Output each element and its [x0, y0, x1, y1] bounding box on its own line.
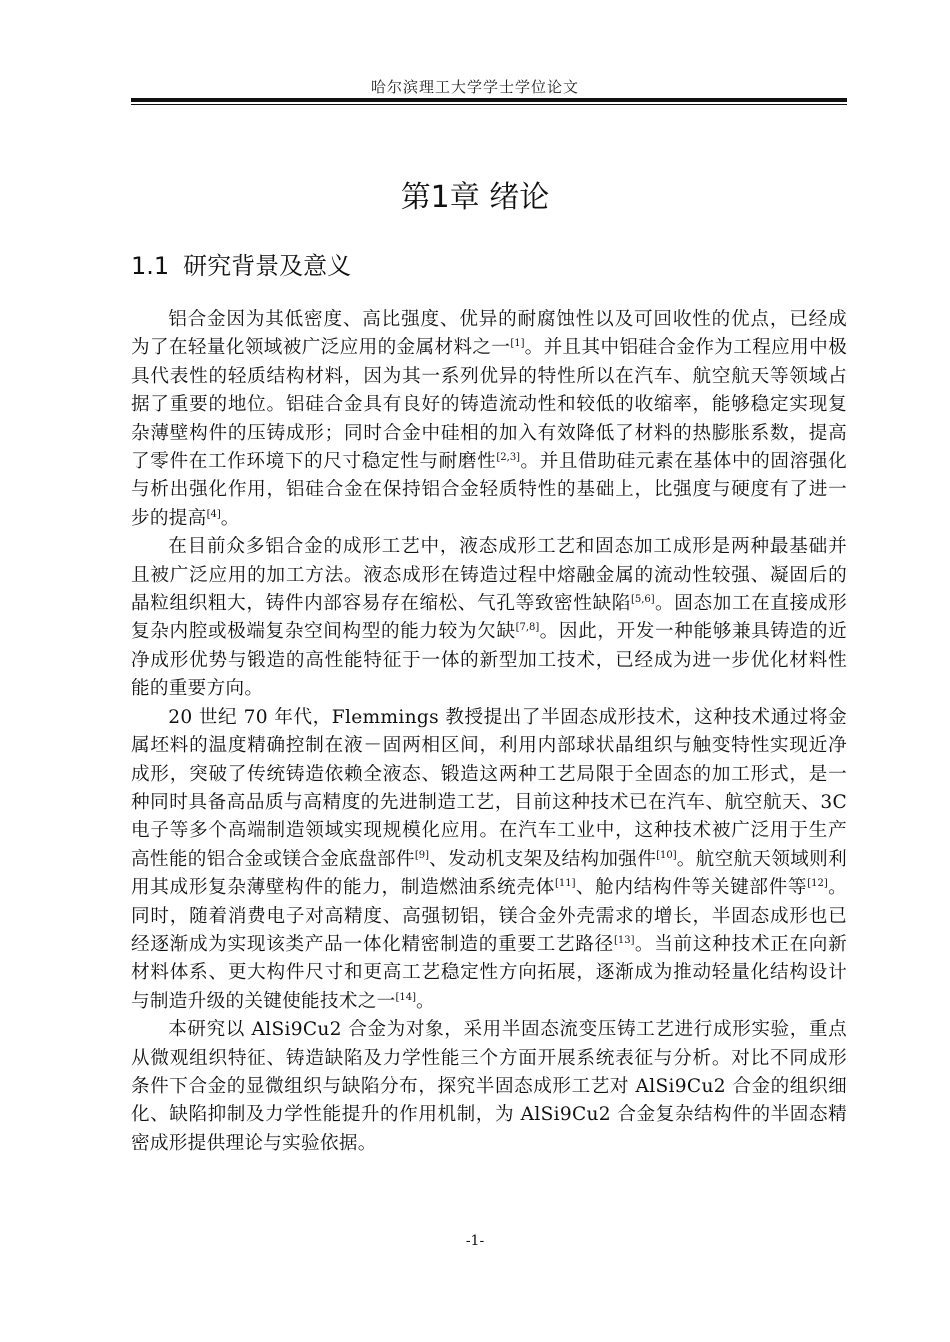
paragraph-text: 。当前这种技术正在向新材料体系、更大构件尺寸和更高工艺稳定性方向拓展，逐渐成为推动轻量化结构设计与制造升级的关键使能技术之一 — [131, 933, 847, 1012]
section-heading — [131, 246, 365, 281]
header-rule-thick — [131, 98, 847, 102]
paragraph-text: 。固态加工在直接成形复杂内腔或极端复杂空间构型的能力较为欠缺 — [131, 593, 847, 643]
paragraph-text: 。并且其中铝硅合金作为工程应用中极具代表性的轻质结构材料，因为其一系列优异的特性所以在汽车、航空航天等领域占据了重要的地位。铝硅合金具有良好的铸造流动性和较低的收缩率，能够稳定实现复杂薄壁构件的压铸成形；同时合金中硅相的加入有效降低了材料的热膨胀系数，提高了零件在工作环境下的尺寸稳定性与耐磨性 — [131, 337, 847, 473]
running-header: 哈尔滨理工大学学士学位论文 — [370, 78, 579, 96]
citation-ref: [13] — [613, 934, 635, 946]
citation-ref: [9] — [414, 849, 430, 861]
citation-ref: [14] — [395, 991, 417, 1003]
paragraph — [131, 704, 847, 1016]
paragraph — [131, 306, 847, 533]
section-number: 1.1 — [131, 252, 170, 280]
section-title: 研究背景及意义 — [183, 252, 352, 280]
citation-ref: [11] — [555, 878, 576, 890]
paragraph-text: 20 世纪 70 年代，Flemmings 教授提出了半固态成形技术，这种技术通过将金属坯料的温度精确控制在液－固两相区间，利用内部球状晶组织与触变特性实现近净成形，突破了传统铸造依赖全液态、锻造这两种工艺局限于全固态的加工形式，是一种同时具备高品质与高精度的先进制造工艺，目前这种技术已在汽车、航空航天、3C 电子等多个高端制造领域实现规模化应用。在汽车工业中，这种技术被广泛用于生产高性能的铝合金或镁合金底盘部件 — [131, 706, 847, 870]
citation-ref: [5,6] — [630, 594, 655, 606]
paragraph-text: 。航空航天领域则利用其成形复杂薄壁构件的能力，制造燃油系统壳体 — [131, 848, 847, 899]
paragraph-text: 、舱内结构件等关键部件等 — [575, 877, 808, 899]
citation-ref: [1] — [510, 338, 525, 350]
page-number: -1- — [465, 1233, 485, 1249]
paragraph-text: 、发动机支架及结构加强件 — [429, 848, 657, 870]
paragraph-text: 。 — [416, 990, 435, 1012]
paragraph-text: 。并且借助硅元素在基体中的固溶强化与析出强化作用，铝硅合金在保持铝合金轻质特性的基础上，比强度与硬度有了进一步的提高 — [131, 451, 847, 529]
paragraph-text: 在目前众多铝合金的成形工艺中，液态成形工艺和固态加工成形是两种最基础并且被广泛应用的加工方法。液态成形在铸造过程中熔融金属的流动性较强、凝固后的晶粒组织粗大，铸件内部容易存在缩松、气孔等致密性缺陷 — [131, 536, 847, 615]
paragraph-text: 本研究以 AlSi9Cu2 合金为对象，采用半固态流变压铸工艺进行成形实验，重点从微观组织特征、铸造缺陷及力学性能三个方面开展系统表征与分析。对比不同成形条件下合金的显微组织与缺陷分布，探究半固态成形工艺对 AlSi9Cu2 合金的组织细化、缺陷抑制及力学性能提升的作用机制，为 AlSi9Cu2 合金复杂结构件的半固态精密成形提供理论与实验依据。 — [131, 1019, 847, 1154]
paragraph — [131, 1016, 847, 1158]
paragraph-text: 。 — [220, 507, 240, 529]
header-rule-thin — [131, 104, 847, 105]
citation-ref: [10] — [656, 849, 677, 861]
paragraph-text: 。同时，随着消费电子对高精度、高强韧铝，镁合金外壳需求的增长，半固态成形也已经逐渐成为实现该类产品一体化精密制造的重要工艺路径 — [131, 877, 847, 955]
citation-ref: [7,8] — [515, 622, 540, 634]
chapter-title: 第1章 绪论 — [400, 180, 550, 216]
citation-ref: [2,3] — [496, 452, 521, 464]
paragraph-text: 。因此，开发一种能够兼具铸造的近净成形优势与锻造的高性能特征于一体的新型加工技术，已经成为进一步优化材料性能的重要方向。 — [131, 621, 847, 700]
paragraph — [131, 533, 847, 703]
citation-ref: [4] — [206, 508, 221, 520]
citation-ref: [12] — [807, 878, 828, 890]
paragraph-text: 铝合金因为其低密度、高比强度、优异的耐腐蚀性以及可回收性的优点，已经成为了在轻量化领域被广泛应用的金属材料之一 — [131, 309, 847, 359]
body-text — [131, 306, 847, 1158]
